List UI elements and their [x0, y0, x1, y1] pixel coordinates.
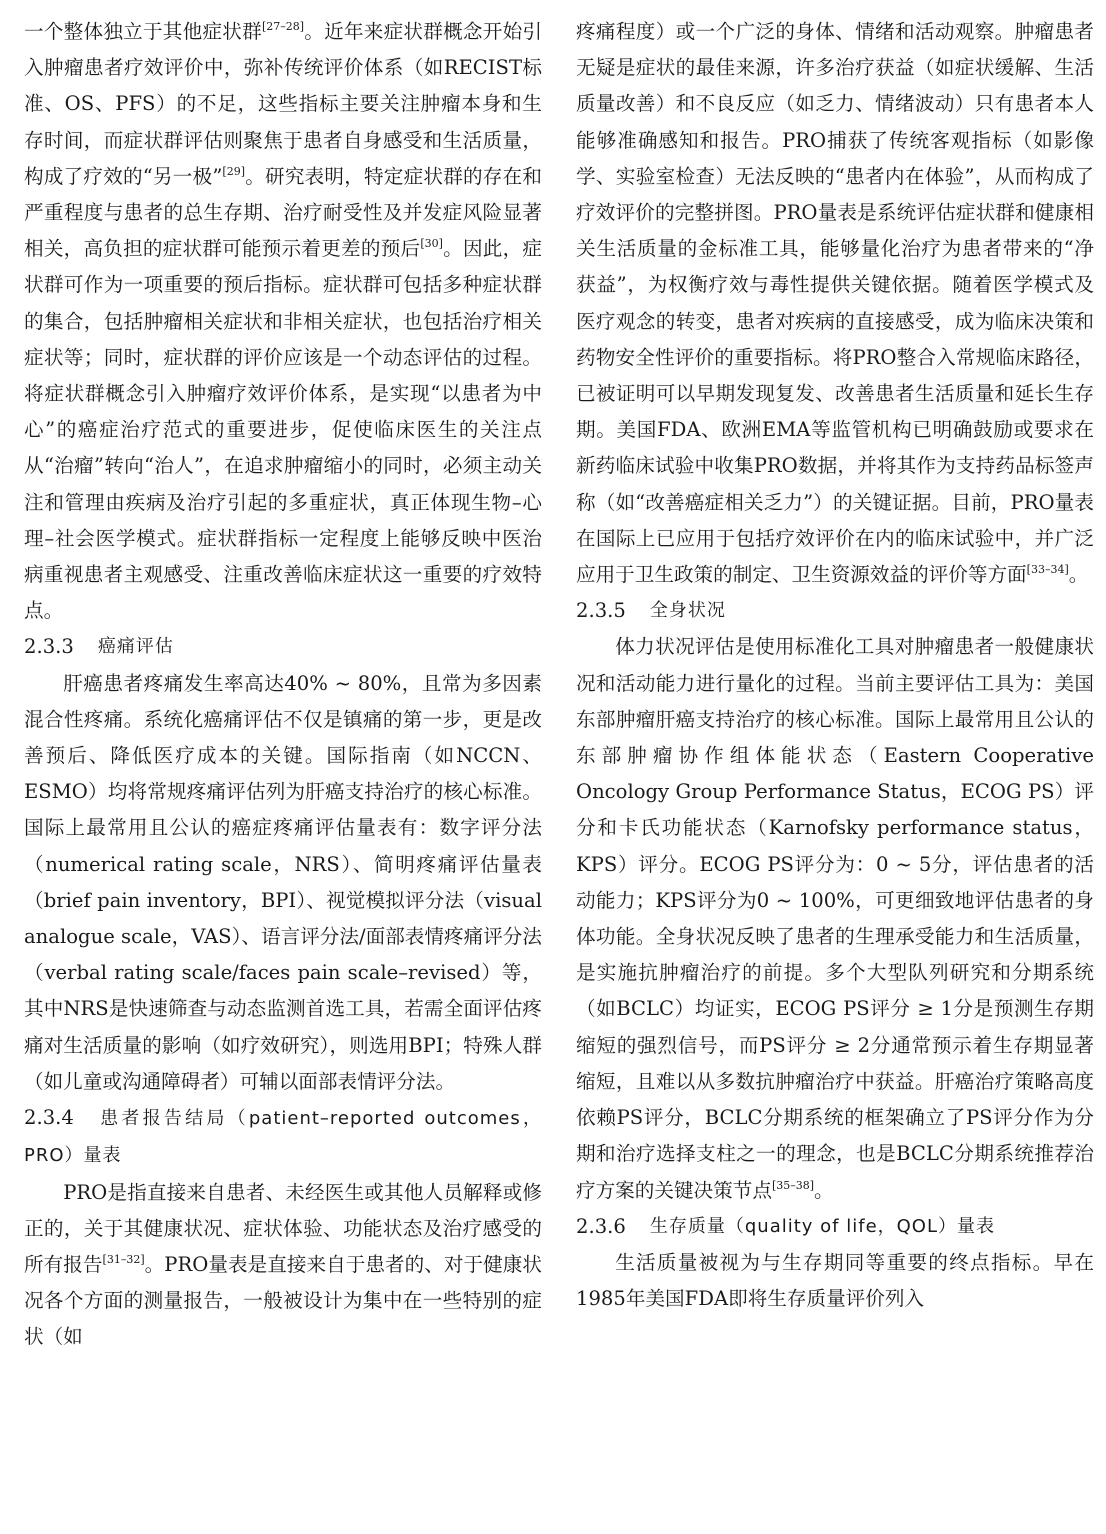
section-number: 2.3.4	[24, 1106, 74, 1130]
section-title: 全身状况	[649, 600, 726, 622]
citation: [27–28]	[261, 20, 305, 33]
citation: [31–32]	[102, 1252, 145, 1266]
section-title: 癌痛评估	[97, 636, 174, 658]
section-number: 2.3.3	[24, 635, 74, 659]
intro-paragraph: 一个整体独立于其他症状群[27–28]。近年来症状群概念开始引入肿瘤患者疗效评价中，弥补传统评价体系（如RECIST标准、OS、PFS）的不足，这些指标主要关注肿瘤本身和生存时间，而症状群评估则聚焦于患者自身感受和生活质量，构成了疗效的“另一极”[29]。研究表明，特定症状群的存在和严重程度与患者的总生存期、治疗耐受性及并发症风险显著相关，高负担的症状群可能预示着更差的预后[30]。因此，症状群可作为一项重要的预后指标。症状群可包括多种症状群的集合，包括肿瘤相关症状和非相关症状，也包括治疗相关症状等；同时，症状群的评价应该是一个动态评估的过程。将症状群概念引入肿瘤疗效评价体系，是实现“以患者为中心”的癌症治疗范式的重要进步，促使临床医生的关注点从“治瘤”转向“治人”，在追求肿瘤缩小的同时，必须主动关注和管理由疾病及治疗引起的多重症状，真正体现生物–心理–社会医学模式。症状群指标一定程度上能够反映中医治病重视患者主观感受、注重改善临床症状这一重要的疗效特点。	[24, 20, 543, 623]
citation: [35–38]	[771, 1178, 815, 1192]
right-column	[576, 14, 1094, 1534]
section-heading-2-3-3	[24, 629, 542, 665]
section-title: 患者报告结局（patient–reported outcomes，PRO）量表	[24, 1108, 542, 1167]
section-heading-2-3-6	[576, 1209, 1094, 1245]
section-title: 生存质量（quality of life，QOL）量表	[649, 1215, 996, 1237]
section-number: 2.3.5	[576, 599, 626, 623]
section-body: 生活质量被视为与生存期同等重要的终点指标。早在1985年美国FDA即将生存质量评价列入	[576, 1250, 1094, 1311]
section-body: 肝癌患者疼痛发生率高达40% ~ 80%，且常为多因素混合性疼痛。系统化癌痛评估不仅是镇痛的第一步，更是改善预后、降低医疗成本的关键。国际指南（如NCCN、ESMO）均将常规疼痛评估列为肝癌支持治疗的核心标准。国际上最常用且公认的癌症疼痛评估量表有：数字评分法（numerical rating scale，NRS）、简明疼痛评估量表（brief pain inventory，BPI）、视觉模拟评分法（visual analogue scale，VAS）、语言评分法/面部表情疼痛评分法（verbal rating scale/faces pain scale–revised）等，其中NRS是快速筛查与动态监测首选工具，若需全面评估疼痛对生活质量的影响（如疗效研究），则选用BPI；特殊人群（如儿童或沟通障碍者）可辅以面部表情评分法。	[24, 671, 542, 1093]
section-heading-2-3-5	[576, 593, 1094, 629]
citation: [33–34]	[1026, 563, 1069, 577]
section-body: 体力状况评估是使用标准化工具对肿瘤患者一般健康状况和活动能力进行量化的过程。当前主要评估工具为：美国东部肿瘤肝癌支持治疗的核心标准。国际上最常用且公认的东部肿瘤协作组体能状态（Eastern Cooperative Oncology Group Performance Status，ECOG PS）评分和卡氏功能状态（Karnofsky performance status，KPS）评分。ECOG PS评分为：0 ~ 5分，评估患者的活动能力；KPS评分为0 ~ 100%，可更细致地评估患者的身体功能。全身状况反映了患者的生理承受能力和生活质量，是实施抗肿瘤治疗的前提。多个大型队列研究和分期系统（如BCLC）均证实，ECOG PS评分 ≥ 1分是预测生存期缩短的强烈信号，而PS评分 ≥ 2分通常预示着生存期显著缩短，且难以从多数抗肿瘤治疗中获益。肝癌治疗策略高度依赖PS评分，BCLC分期系统的框架确立了PS评分作为分期和治疗选择支柱之一的理念，也是BCLC分期系统推荐治疗方案的关键决策节点[35–38]。	[576, 635, 1094, 1202]
citation: [30]	[420, 237, 443, 251]
left-column	[24, 14, 542, 1534]
citation: [29]	[222, 164, 246, 178]
section-number: 2.3.6	[576, 1214, 626, 1238]
section-heading-2-3-4	[24, 1100, 542, 1174]
pro-continued-paragraph: 疼痛程度）或一个广泛的身体、情绪和活动观察。肿瘤患者无疑是症状的最佳来源，许多治疗获益（如症状缓解、生活质量改善）和不良反应（如乏力、情绪波动）只有患者本人能够准确感知和报告。PRO捕获了传统客观指标（如影像学、实验室检查）无法反映的“患者内在体验”，从而构成了疗效评价的完整拼图。PRO量表是系统评估症状群和健康相关生活质量的金标准工具，能够量化治疗为患者带来的“净获益”，为权衡疗效与毒性提供关键依据。随着医学模式及医疗观念的转变，患者对疾病的直接感受，成为临床决策和药物安全性评价的重要指标。将PRO整合入常规临床路径，已被证明可以早期发现复发、改善患者生活质量和延长生存期。美国FDA、欧洲EMA等监管机构已明确鼓励或要求在新药临床试验中收集PRO数据，并将其作为支持药品标签声称（如“改善癌症相关乏力”）的关键证据。目前，PRO量表在国际上已应用于包括疗效评价在内的临床试验中，并广泛应用于卫生政策的制定、卫生资源效益的评价等方面[33–34]。	[576, 20, 1094, 587]
section-body: PRO是指直接来自患者、未经医生或其他人员解释或修正的，关于其健康状况、症状体验、功能状态及治疗感受的所有报告[31–32]。PRO量表是直接来自于患者的、对于健康状况各个方面的测量报告，一般被设计为集中在一些特别的症状（如	[24, 1180, 543, 1349]
